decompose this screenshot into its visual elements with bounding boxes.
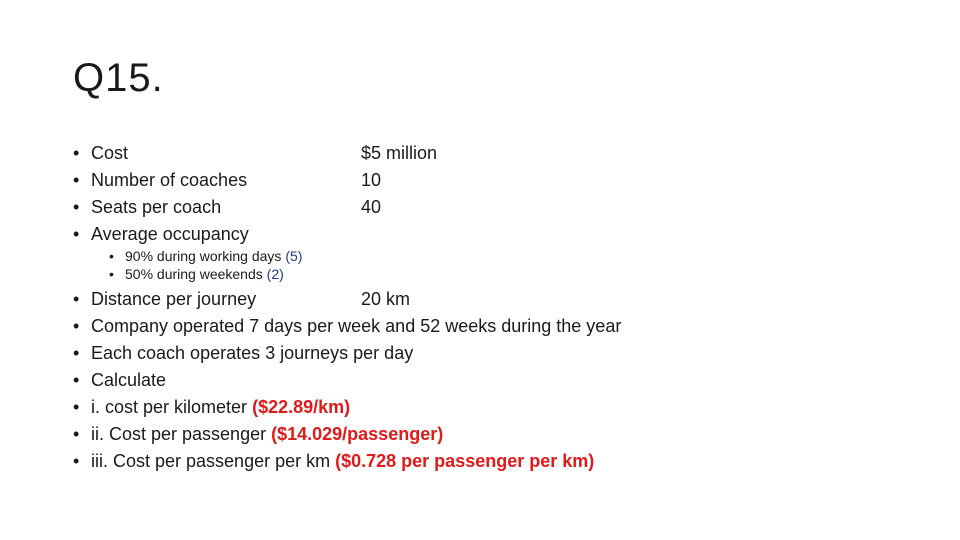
occupancy-text: 90% during working days <box>125 248 282 264</box>
param-value: 10 <box>361 170 382 190</box>
answer-text: ($0.728 per passenger per km) <box>335 451 595 471</box>
marks-label: (2) <box>266 266 284 282</box>
operation-text: Company operated 7 days per week and 52 weeks during the year <box>91 316 622 336</box>
param-label: Number of coaches <box>91 170 248 190</box>
bullet-icon: • <box>73 343 80 363</box>
distance-label: Distance per journey <box>91 289 257 309</box>
question-text: i. cost per kilometer <box>91 397 248 417</box>
bullet-icon: • <box>73 224 80 244</box>
param-value: $5 million <box>361 143 438 163</box>
occupancy-text: 50% during weekends <box>125 266 263 282</box>
param-label: Cost <box>91 143 129 163</box>
distance-value: 20 km <box>361 289 411 309</box>
calculate-text: Calculate <box>91 370 167 390</box>
slide-title: Q15. <box>73 56 164 100</box>
bullet-icon: • <box>109 248 114 264</box>
bullet-icon: • <box>73 289 80 309</box>
question-text: ii. Cost per passenger <box>91 424 267 444</box>
marks-label: (5) <box>285 248 303 264</box>
param-value: 40 <box>361 197 382 217</box>
bullet-icon: • <box>109 266 114 282</box>
bullet-icon: • <box>73 170 80 190</box>
journeys-text: Each coach operates 3 journeys per day <box>91 343 414 363</box>
bullet-icon: • <box>73 143 80 163</box>
param-label: Average occupancy <box>91 224 249 244</box>
bullet-icon: • <box>73 316 80 336</box>
bullet-icon: • <box>73 451 80 471</box>
bullet-icon: • <box>73 397 80 417</box>
bullet-icon: • <box>73 424 80 444</box>
answer-text: ($14.029/passenger) <box>271 424 444 444</box>
param-label: Seats per coach <box>91 197 222 217</box>
question-text: iii. Cost per passenger per km <box>91 451 331 471</box>
bullet-icon: • <box>73 197 80 217</box>
bullet-icon: • <box>73 370 80 390</box>
answer-text: ($22.89/km) <box>252 397 351 417</box>
